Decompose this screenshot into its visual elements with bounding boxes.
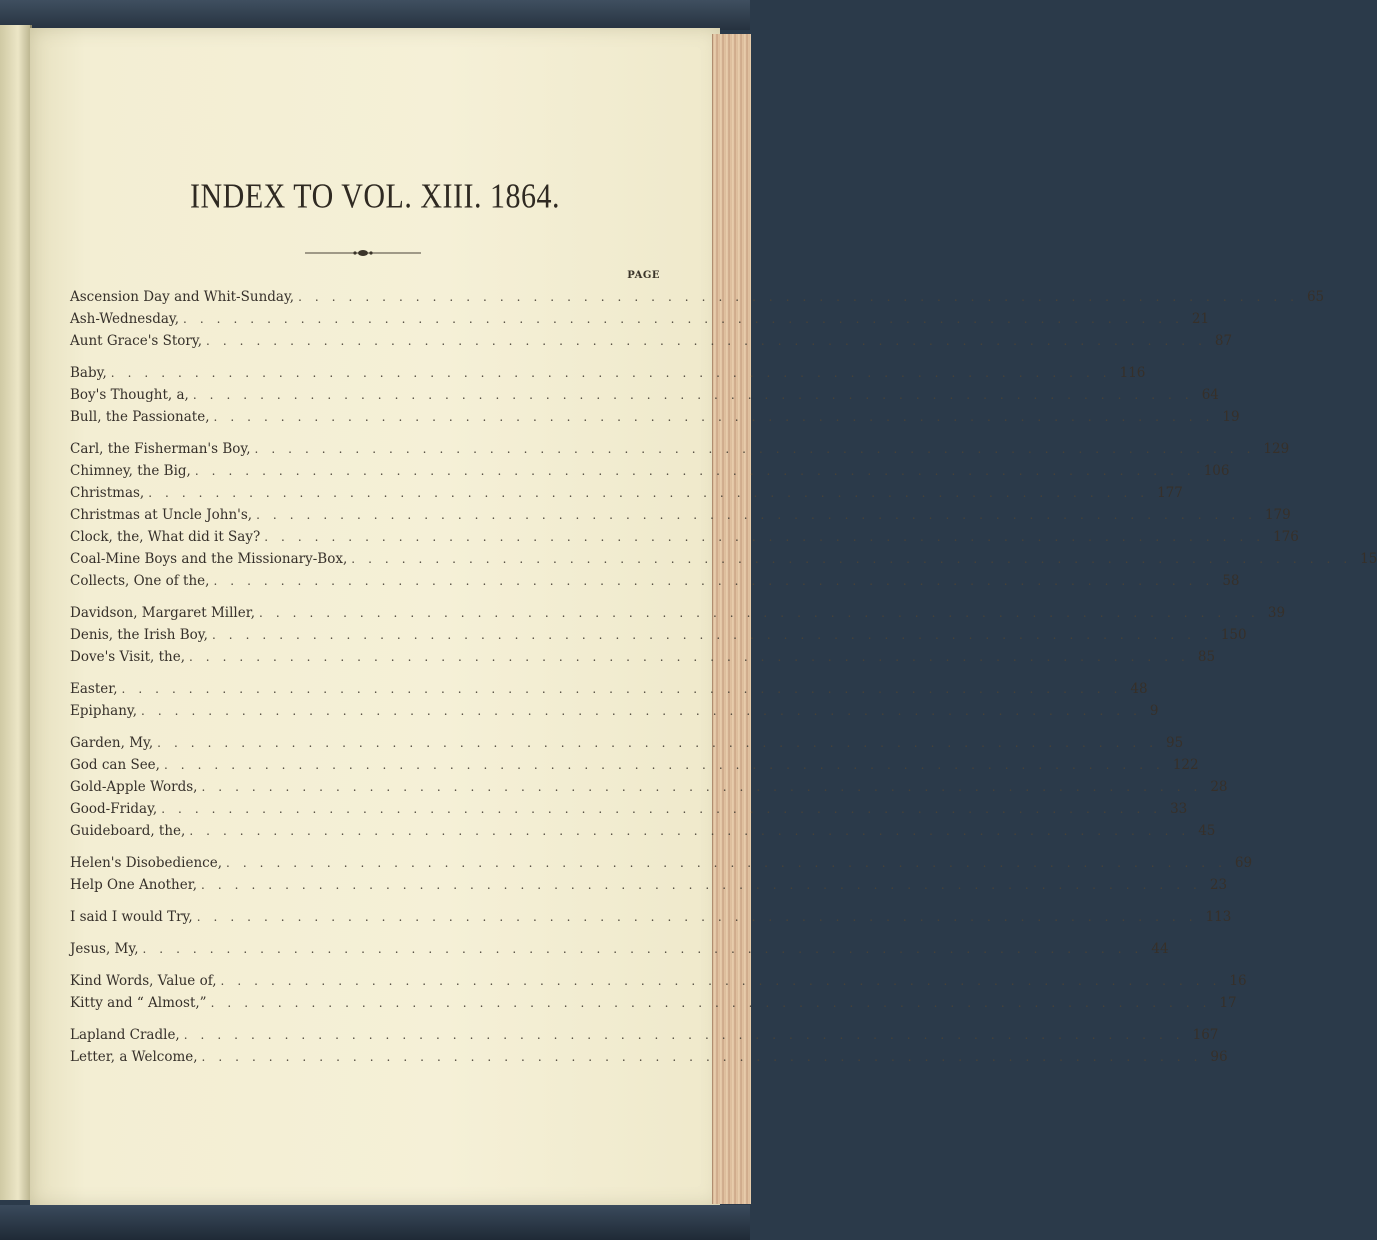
index-entry [70, 732, 1184, 754]
index-group [70, 906, 1232, 928]
entry-page-number: 33 [1170, 801, 1188, 817]
page-title: INDEX TO VOL. XIII. 1864. [190, 177, 560, 216]
index-entry [70, 798, 1188, 820]
dot-leader: ............................................................ [183, 312, 1192, 326]
index-group [70, 678, 1159, 722]
index-entry [70, 754, 1199, 776]
index-entry [70, 624, 1247, 646]
entry-page-number: 95 [1166, 735, 1184, 751]
entry-title: I said I would Try, [70, 909, 193, 925]
entry-title: Gold-Apple Words, [70, 779, 198, 795]
entry-page-number: 177 [1157, 485, 1183, 501]
entry-title: Lapland Cradle, [70, 1027, 180, 1043]
dot-leader: ............................................................ [141, 704, 1150, 718]
index-entry [70, 678, 1148, 700]
index-entry [70, 646, 1216, 668]
entry-page-number: 122 [1172, 757, 1199, 773]
dot-leader: ............................................................ [220, 974, 1230, 988]
entry-title: Epiphany, [70, 703, 138, 719]
entry-page-number: 28 [1210, 779, 1228, 795]
entry-page-number: 19 [1222, 409, 1240, 425]
entry-title: Kind Words, Value of, [70, 973, 217, 989]
entry-page-number: 15 [1360, 551, 1377, 567]
index-entry [70, 286, 1325, 308]
entry-title: Denis, the Irish Boy, [70, 627, 208, 643]
dot-leader: ............................................................ [121, 682, 1131, 696]
index-entry [70, 852, 1253, 874]
index-group [70, 362, 1240, 428]
entry-page-number: 87 [1214, 333, 1233, 349]
dot-leader: ............................................................ [189, 824, 1199, 838]
dot-leader: ............................................................ [256, 508, 1265, 522]
dot-leader: ............................................................ [259, 606, 1268, 620]
index-entry [70, 548, 1377, 570]
index-entry [70, 938, 1169, 960]
index-entry [70, 1046, 1228, 1068]
entry-title: Good-Friday, [70, 801, 158, 817]
dot-leader: ............................................................ [110, 366, 1120, 380]
dot-leader: ............................................................ [161, 802, 1171, 816]
entry-page-number: 176 [1273, 529, 1299, 545]
entry-page-number: 16 [1229, 973, 1247, 989]
index-entry [70, 406, 1240, 428]
entry-page-number: 106 [1203, 463, 1230, 479]
entry-title: Letter, a Welcome, [70, 1049, 198, 1065]
dot-leader: ............................................................ [254, 442, 1264, 456]
index-entry [70, 906, 1232, 928]
index-group [70, 286, 1325, 352]
dot-leader: ............................................................ [226, 856, 1235, 870]
entry-page-number: 58 [1222, 573, 1240, 589]
entry-page-number: 17 [1219, 995, 1237, 1011]
entry-page-number: 9 [1149, 703, 1159, 719]
entry-page-number: 96 [1210, 1049, 1228, 1065]
entry-title: Collects, One of the, [70, 573, 210, 589]
index-group [70, 970, 1247, 1014]
dot-leader: ............................................................ [183, 1028, 1193, 1042]
entry-title: Bull, the Passionate, [70, 409, 210, 425]
entry-title: Helen's Disobedience, [70, 855, 223, 871]
index-entry [70, 384, 1219, 406]
dot-leader: ............................................................ [298, 290, 1307, 304]
entry-title: Garden, My, [70, 735, 154, 751]
book-cover-bottom [0, 1205, 750, 1240]
index-entry [70, 482, 1183, 504]
entry-title: Ascension Day and Whit-Sunday, [70, 289, 295, 305]
index-entry [70, 526, 1299, 548]
entry-title: Carl, the Fisherman's Boy, [70, 441, 251, 457]
entry-title: Kitty and “ Almost,” [70, 995, 207, 1011]
dot-leader: ............................................................ [192, 388, 1202, 402]
index-entry [70, 992, 1237, 1014]
entry-title: Help One Another, [70, 877, 197, 893]
dot-leader: ............................................................ [148, 486, 1158, 500]
dot-leader: ............................................................ [213, 574, 1223, 588]
entry-title: Davidson, Margaret Miller, [70, 605, 255, 621]
entry-title: Jesus, My, [70, 941, 139, 957]
entry-page-number: 85 [1197, 649, 1216, 665]
entry-page-number: 48 [1130, 681, 1148, 697]
entry-page-number: 64 [1201, 387, 1219, 403]
entry-page-number: 65 [1306, 289, 1325, 305]
dot-leader: ............................................................ [188, 650, 1198, 664]
dot-leader: ............................................................ [196, 910, 1206, 924]
entry-page-number: 179 [1264, 507, 1291, 523]
index-entry [70, 570, 1240, 592]
book-cover-top [0, 0, 750, 30]
entry-page-number: 21 [1191, 311, 1210, 327]
index-group [70, 938, 1169, 960]
entry-title: Baby, [70, 365, 107, 381]
index-group [70, 438, 1377, 592]
index-group [70, 852, 1253, 896]
index-entry [70, 460, 1230, 482]
entry-page-number: 116 [1119, 365, 1146, 381]
entry-title: Clock, the, What did it Say? [70, 529, 261, 545]
entry-title: Christmas, [70, 485, 145, 501]
dot-leader: ............................................................ [206, 334, 1215, 348]
entry-title: Chimney, the Big, [70, 463, 191, 479]
entry-title: Boy's Thought, a, [70, 387, 189, 403]
index-entry [70, 874, 1228, 896]
index-entry [70, 776, 1228, 798]
index-entry [70, 330, 1233, 352]
index-entries [70, 286, 1377, 1078]
entry-title: Dove's Visit, the, [70, 649, 185, 665]
dot-leader: ............................................................ [157, 736, 1167, 750]
index-entry [70, 820, 1216, 842]
dot-leader: ............................................................ [194, 464, 1204, 478]
index-entry [70, 700, 1159, 722]
entry-title: Guideboard, the, [70, 823, 186, 839]
index-entry [70, 362, 1146, 384]
dot-leader: ............................................................ [201, 878, 1210, 892]
dot-leader: ............................................................ [211, 628, 1221, 642]
entry-page-number: 44 [1151, 941, 1169, 957]
entry-title: Christmas at Uncle John's, [70, 507, 253, 523]
dot-leader: ............................................................ [213, 410, 1223, 424]
entry-page-number: 113 [1205, 909, 1232, 925]
entry-title: Aunt Grace's Story, [70, 333, 203, 349]
dot-leader: ............................................................ [351, 552, 1361, 566]
dot-leader: ............................................................ [210, 996, 1220, 1010]
entry-title: God can See, [70, 757, 160, 773]
index-group [70, 602, 1286, 668]
index-entry [70, 504, 1291, 526]
entry-title: Coal-Mine Boys and the Missionary-Box, [70, 551, 348, 567]
entry-title: Ash-Wednesday, [70, 311, 180, 327]
entry-page-number: 150 [1220, 627, 1247, 643]
index-entry [70, 970, 1247, 992]
dot-leader: ............................................................ [201, 1050, 1211, 1064]
entry-page-number: 23 [1209, 877, 1228, 893]
dot-leader: ............................................................ [142, 942, 1152, 956]
entry-page-number: 39 [1267, 605, 1286, 621]
index-entry [70, 308, 1210, 330]
index-group [70, 732, 1228, 842]
index-entry [70, 438, 1290, 460]
index-group [70, 1024, 1228, 1068]
page-column-header: PAGE [627, 270, 660, 281]
dot-leader: ............................................................ [201, 780, 1211, 794]
index-entry [70, 1024, 1219, 1046]
entry-page-number: 129 [1263, 441, 1290, 457]
ornament-divider-icon [305, 247, 421, 259]
entry-page-number: 167 [1192, 1027, 1219, 1043]
entry-title: Easter, [70, 681, 118, 697]
index-entry [70, 602, 1286, 624]
entry-page-number: 69 [1234, 855, 1253, 871]
entry-page-number: 45 [1198, 823, 1216, 839]
dot-leader: ............................................................ [163, 758, 1173, 772]
dot-leader: ............................................................ [264, 530, 1274, 544]
